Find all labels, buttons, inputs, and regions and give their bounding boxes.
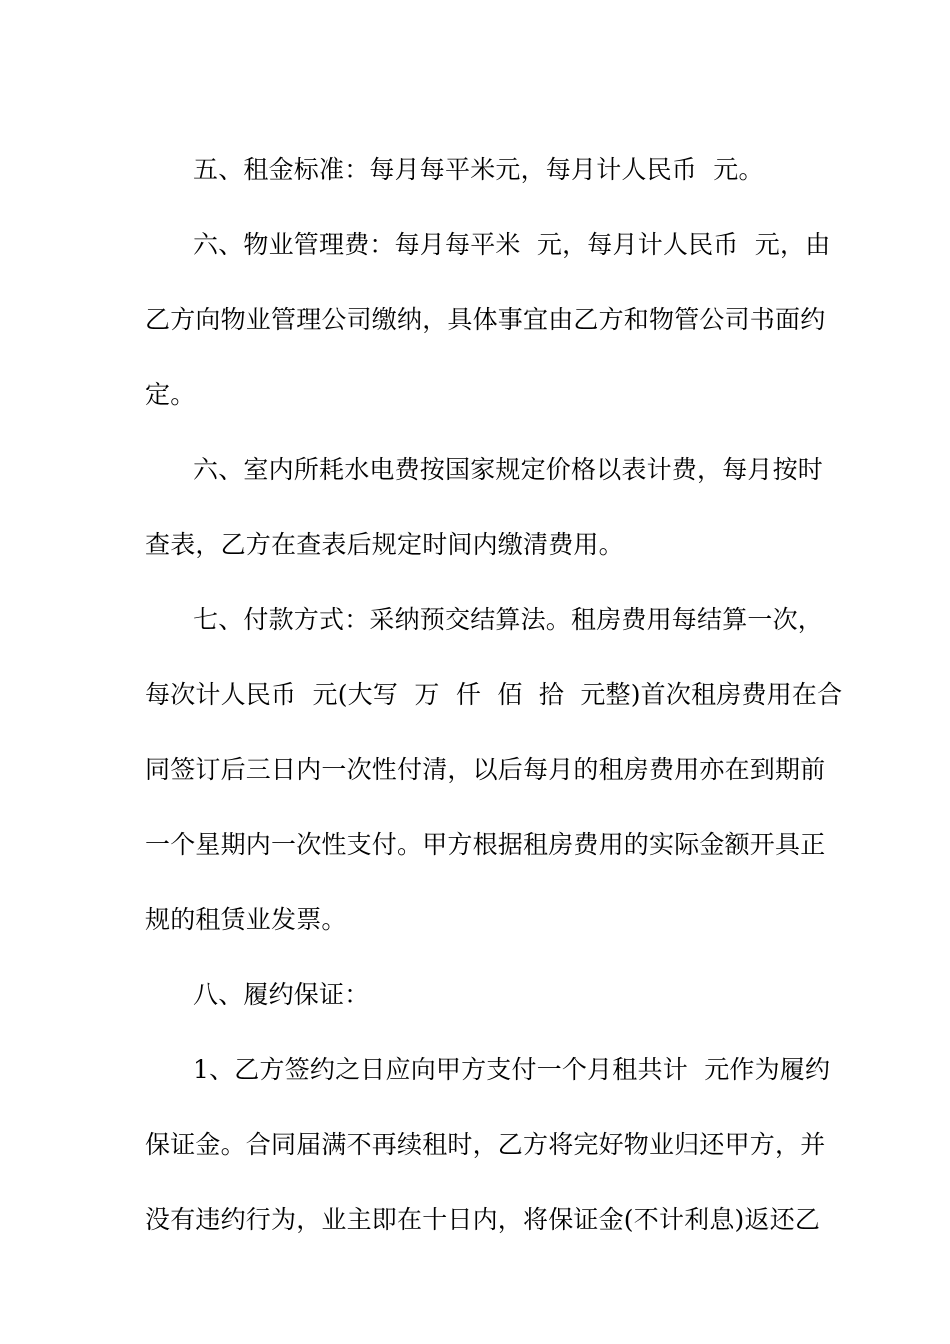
text-line: 每次计人民币 元(大写 万 仟 佰 拾 元整)首次租房费用在合 (145, 680, 843, 709)
text-line: 规的租赁业发票。 (145, 905, 347, 934)
text-line: 六、物业管理费：每月每平米 元，每月计人民币 元，由 (193, 230, 831, 259)
text-line: 乙方向物业管理公司缴纳，具体事宜由乙方和物管公司书面约 (145, 305, 826, 334)
text-line: 保证金。合同届满不再续租时，乙方将完好物业归还甲方，并 (145, 1130, 826, 1159)
text-line: 七、付款方式：采纳预交结算法。租房费用每结算一次， (193, 605, 824, 634)
text-line: 1、乙方签约之日应向甲方支付一个月租共计 元作为履约 (193, 1055, 831, 1084)
document-body (145, 132, 843, 1257)
text-line: 一个星期内一次性支付。甲方根据租房费用的实际金额开具正 (145, 830, 826, 859)
text-line: 五、租金标准：每月每平米元，每月计人民币 元。 (193, 155, 764, 184)
text-line: 查表，乙方在查表后规定时间内缴清费用。 (145, 530, 624, 559)
text-line: 六、室内所耗水电费按国家规定价格以表计费，每月按时 (193, 455, 824, 484)
text-line: 同签订后三日内一次性付清，以后每月的租房费用亦在到期前 (145, 755, 826, 784)
text-line: 定。 (145, 380, 196, 409)
text-line: 没有违约行为，业主即在十日内，将保证金(不计利息)返还乙 (145, 1205, 821, 1234)
text-line: 八、履约保证： (193, 980, 370, 1009)
